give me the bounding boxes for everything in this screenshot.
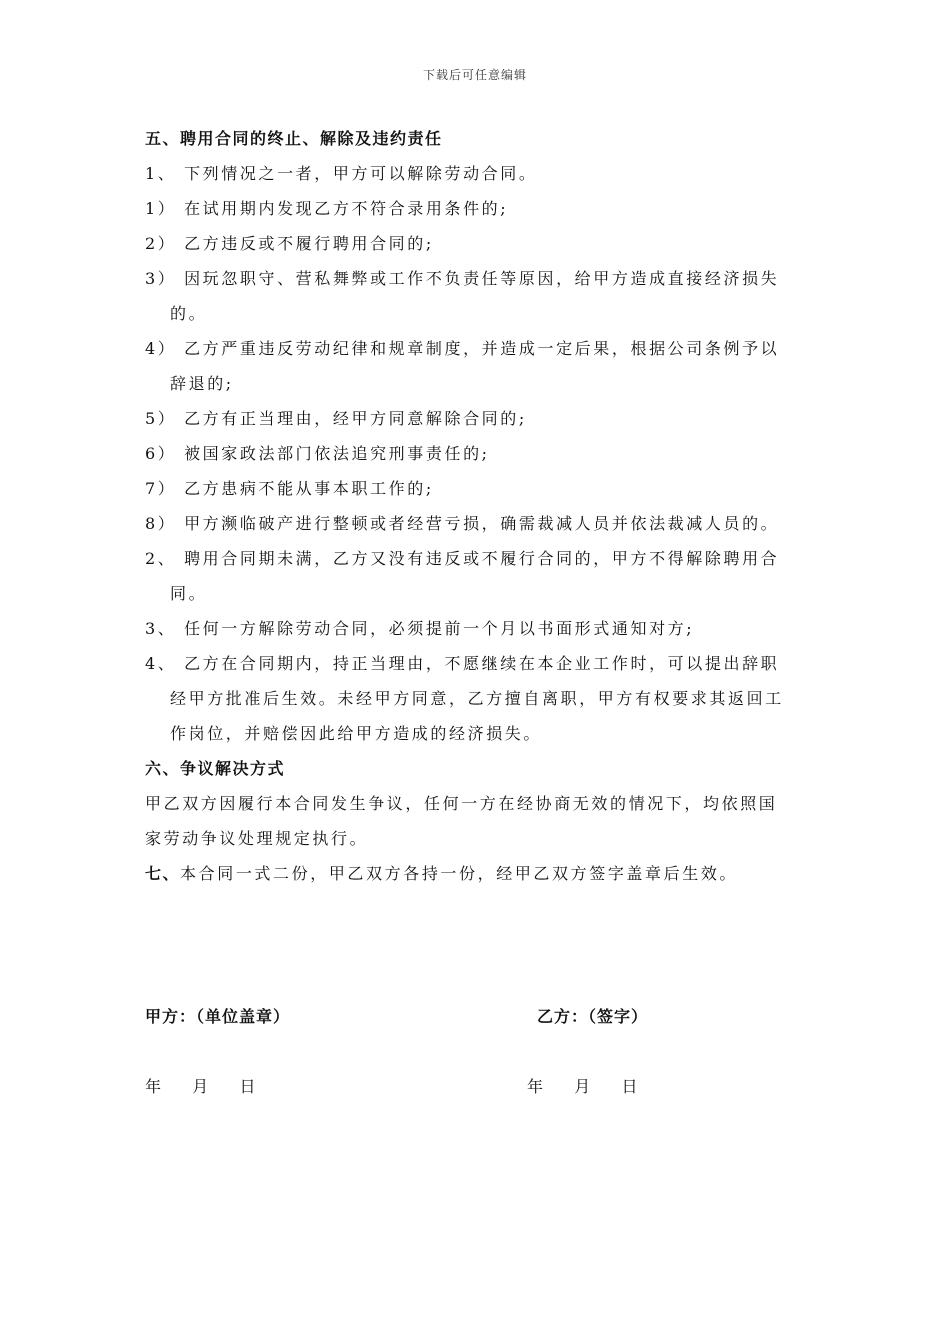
contract-body xyxy=(145,121,810,891)
clause-1-item-6: 6） 被国家政法部门依法追究刑事责任的; xyxy=(145,444,490,463)
clause-4-cont-1: 经甲方批准后生效。未经甲方同意，乙方擅自离职，甲方有权要求其返回工 xyxy=(170,689,784,708)
clause-4: 4、 乙方在合同期内，持正当理由，不愿继续在本企业工作时，可以提出辞职 xyxy=(145,654,780,673)
party-a-signature-label: 甲方：（单位盖章） xyxy=(145,1007,291,1026)
clause-2: 2、 聘用合同期未满，乙方又没有违反或不履行合同的，甲方不得解除聘用合 xyxy=(145,549,780,568)
section-6-heading: 六、争议解决方式 xyxy=(145,759,286,778)
clause-1-item-3-cont: 的。 xyxy=(170,304,208,323)
clause-1-item-4: 4） 乙方严重违反劳动纪律和规章制度，并造成一定后果，根据公司条例予以 xyxy=(145,339,780,358)
section-7 xyxy=(145,856,810,891)
clause-1-item-3: 3） 因玩忽职守、营私舞弊或工作不负责任等原因，给甲方造成直接经济损失 xyxy=(145,269,780,288)
party-b-signature-label: 乙方：（签字） xyxy=(537,1007,649,1026)
clause-1-item-5: 5） 乙方有正当理由，经甲方同意解除合同的; xyxy=(145,409,527,428)
party-a-date: 年 月 日 xyxy=(145,1077,260,1096)
clause-1-item-1: 1） 在试用期内发现乙方不符合录用条件的; xyxy=(145,199,509,218)
clause-1-item-4-cont: 辞退的; xyxy=(170,374,234,393)
clause-3: 3、 任何一方解除劳动合同，必须提前一个月以书面形式通知对方; xyxy=(145,619,695,638)
section-7-heading: 七、 xyxy=(145,864,181,883)
clause-1-item-8: 8） 甲方濒临破产进行整顿或者经营亏损，确需裁减人员并依法裁减人员的。 xyxy=(145,514,780,533)
section-6-para-line-2: 家劳动争议处理规定执行。 xyxy=(145,829,369,848)
section-5-heading: 五、聘用合同的终止、解除及违约责任 xyxy=(145,129,443,148)
page-header-note: 下载后可任意编辑 xyxy=(422,68,527,82)
section-6-para-line-1: 甲乙双方因履行本合同发生争议，任何一方在经协商无效的情况下，均依照国 xyxy=(145,794,778,813)
clause-1: 1、 下列情况之一者，甲方可以解除劳动合同。 xyxy=(145,164,538,183)
clause-2-cont: 同。 xyxy=(170,584,208,603)
party-b-date: 年 月 日 xyxy=(527,1077,642,1096)
clause-1-item-2: 2） 乙方违反或不履行聘用合同的; xyxy=(145,234,434,253)
clause-1-item-7: 7） 乙方患病不能从事本职工作的; xyxy=(145,479,434,498)
section-7-text: 本合同一式二份，甲乙双方各持一份，经甲乙双方签字盖章后生效。 xyxy=(180,864,739,883)
clause-4-cont-2: 作岗位，并赔偿因此给甲方造成的经济损失。 xyxy=(170,724,543,743)
